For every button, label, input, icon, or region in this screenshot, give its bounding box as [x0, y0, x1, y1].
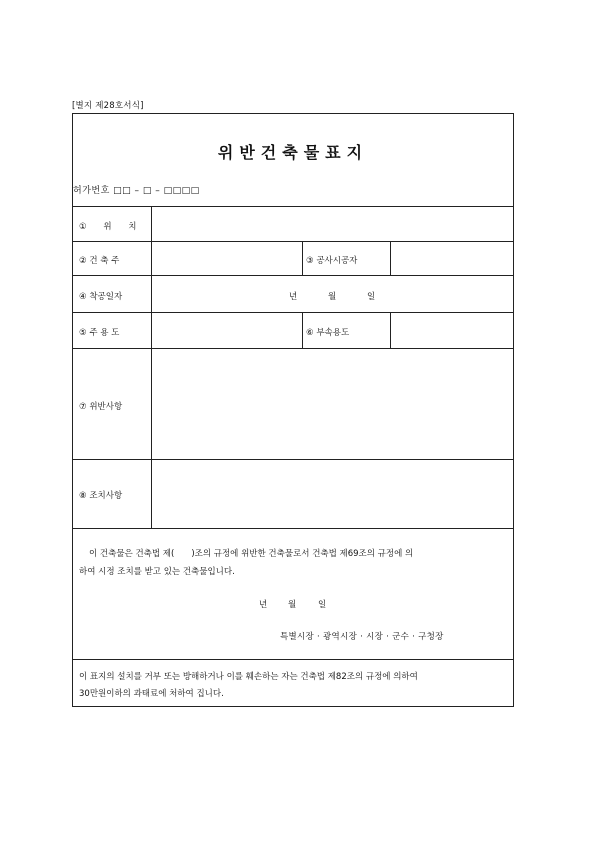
location-label: ① 위 치 [79, 222, 137, 232]
owner-label: ② 건 축 주 [79, 256, 120, 266]
contractor-label: ③ 공사시공자 [306, 256, 358, 266]
start-date-year: 년 [289, 292, 298, 302]
signature-date-year: 년 [259, 600, 268, 610]
owner-field[interactable] [152, 242, 302, 275]
start-date-label: ④ 착공일자 [79, 292, 123, 302]
form-title: 위반건축물표지 [217, 143, 369, 162]
violation-field[interactable] [152, 349, 513, 459]
main-use-field[interactable] [152, 313, 302, 348]
sub-use-field[interactable] [391, 313, 513, 348]
notice-line-2: 하여 시정 조치를 받고 있는 건축물입니다. [79, 567, 235, 577]
start-date-day: 일 [367, 292, 376, 302]
contractor-field[interactable] [391, 242, 513, 275]
penalty-line-1: 이 표지의 설치를 거부 또는 방해하거나 이를 훼손하는 자는 건축법 제82조의 규정에 의하여 [79, 672, 418, 682]
divider [73, 275, 513, 276]
main-use-label: ⑤ 주 용 도 [79, 328, 120, 338]
action-label: ⑧ 조치사항 [79, 491, 123, 501]
violation-building-sign-form [72, 113, 514, 707]
location-field[interactable] [152, 207, 513, 241]
penalty-notice [79, 669, 509, 703]
divider [73, 528, 513, 529]
notice-line-1: 이 건축물은 건축법 제( )조의 규정에 위반한 건축물로서 건축법 제69조의 규정에 의 [89, 549, 414, 559]
sub-use-label: ⑥ 부속용도 [306, 328, 350, 338]
signature-date-day: 일 [318, 600, 327, 610]
action-field[interactable] [152, 460, 513, 528]
penalty-line-2: 30만원이하의 과태료에 처하여 집니다. [79, 689, 224, 699]
column-divider [302, 312, 303, 348]
issuing-authority: 특별시장 · 광역시장 · 시장 · 군수 · 구청장 [280, 632, 444, 642]
signature-date-month: 월 [288, 600, 297, 610]
column-divider [302, 241, 303, 275]
start-date-month: 월 [328, 292, 337, 302]
violation-label: ⑦ 위반사항 [79, 402, 123, 412]
form-number-label: [별지 제28호서식] [72, 101, 144, 111]
permit-number: 허가번호 □□ – □ – □□□□ [73, 186, 200, 196]
divider [73, 659, 513, 660]
